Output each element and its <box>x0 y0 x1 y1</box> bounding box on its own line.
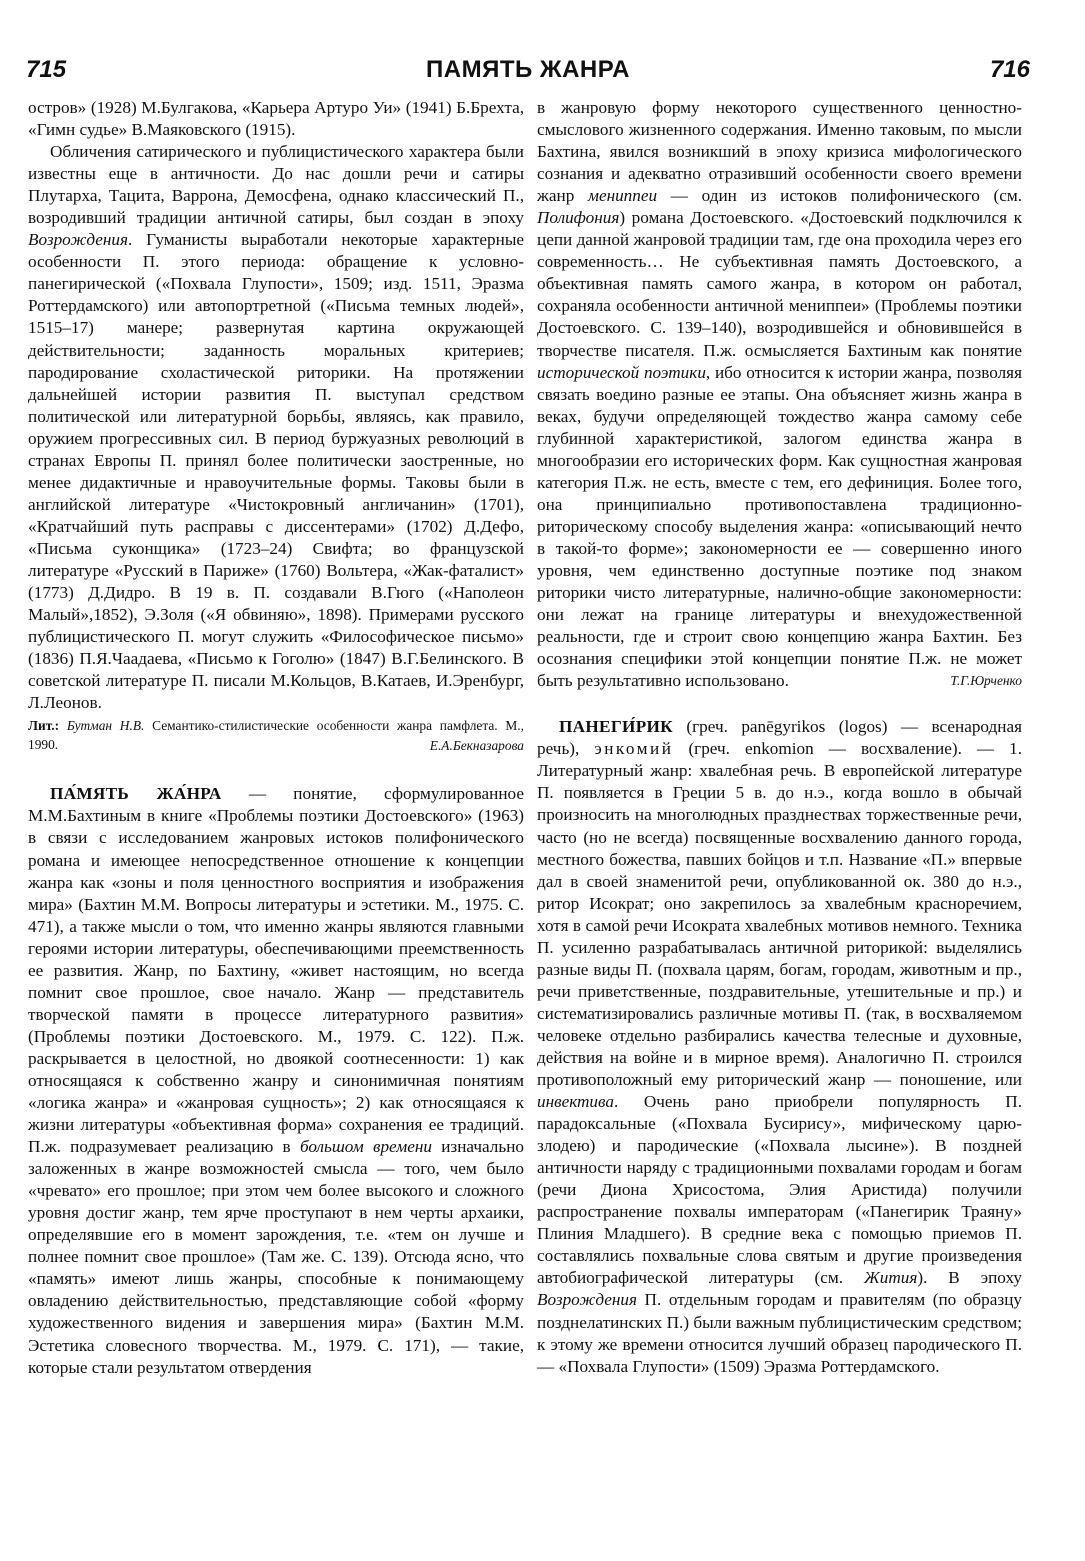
page-number-left: 715 <box>26 56 67 83</box>
cross-ref-historical-poetics: исторической поэтики <box>537 362 706 382</box>
pamphlet-history-paragraph: Обличения сатирического и публицистического характера были известны еще в античности. До нас дошли речи и сатиры Плутарха, Тацита, Варрона, Демосфена, однако классический П., возродивший традиции античной сатиры, был создан в эпоху Возрождения. Гуманисты выработали некоторые характерные особенности П. этого периода: обращение к условно-панегирической («Похвала Глупости», 1509; изд. 1511, Эразма Роттердамского) или автопортретной («Письма темных людей», 1515–17) манере; развернутая картина окружающей действительности; заданность моральных критериев; пародирование схоластической риторики. На протяжении дальнейшей истории развития П. выступал средством политической или литературной борьбы, являясь, как правило, оружием прогрессивных сил. В период буржуазных революций в странах Европы П. принял более политически заостренные, но менее дидактичные и нравоучительные формы. Таковы были в английской литературе «Чистокровный англичанин» (1701), «Кратчайший путь расправы с диссентерами» (1702) Д.Дефо, «Письма суконщика» (1723–24) Свифта; во французской литературе «Русский в Париже» (1760) Вольтера, «Жак-фаталист» (1773) Д.Дидро. В 19 в. П. создавали В.Гюго («Наполеон Малый»,1852), Э.Золя («Я обвиняю», 1898). Примерами русского публицистического П. могут служить «Философическое письмо» (1836) П.Я.Чаадаева, «Письмо к Гоголю» (1847) В.Г.Белинского. В советской литературе П. писали М.Кольцов, В.Катаев, И.Эренбург, Л.Леонов. <box>28 142 524 713</box>
cross-ref-great-time: большом времени <box>299 1137 432 1157</box>
panegyric-entry: ПАНЕГИ́РИК (греч. panēgyrikos (logos) — всенародная речь), энкомий (греч. enkomion — восхваление). — 1. Литературный жанр: хвалебная речь. В европейской литературе П. появляется в Греции 5 в. до н.э., когда вошло в обычай произносить на многолюдных празднествах торжественные речи, часто (но не всегда) посвященные восхвалению данного города, местного божества, павших бойцов и т.п. Название «П.» впервые дал в своей знаменитой речи, опубликованной ок. 380 до н.э., ритор Исократ; оно закрепилось за хвалебным красноречием, хотя в самой речи Исократа хвалебных мотивов немного. Техника П. усиленно разрабатывалась античной риторикой: выделялись разные виды П. (похвала царям, богам, городам, животным и пр., речи приветственные, поздравительные, утешительные и пр.) и систематизировались различные мотивы П. (так, в восхваляемом человеке отдельно разбирались качества телесные и духовные, действия на войне и в мирное время). Аналогично П. строился противоположный ему риторический жанр — поношение, или инвектива. Очень рано приобрели популярность П. парадоксальные («Похвала Бусирису», мифическому царю-злодею) и пародические («Похвала лысине»). В поздней античности наряду с традиционными похвалами городам и богам (речи Диона Хрисостома, Элия Аристида) получили распространение похвалы императорам («Панегирик Траяну» Плиния Младшего). В средние века с помощью приемов П. составлялись похвальные слова святым и другие произведения автобиографической литературы (см. Жития). В эпоху Возрождения П. отдельным городам и правителям (по образцу позднелатинских П.) были важным публицистическим средством; к этому же времени относится лучший образец пародического П. — «Похвала Глупости» (1509) Эразма Роттердамского. <box>537 717 1022 1376</box>
cross-ref-polyphony: Полифония <box>537 208 620 228</box>
entry-headword: ПАНЕГИ́РИК <box>559 717 673 737</box>
cross-ref-renaissance: Возрождения <box>28 230 128 250</box>
running-title: ПАМЯТЬ ЖАНРА <box>426 56 630 83</box>
genre-memory-entry: ПА́МЯТЬ ЖА́НРА — понятие, сформулированное М.М.Бахтиным в книге «Проблемы поэтики Достоевского» (1963) в связи с исследованием жанровых истоков полифонического романа и имеющее непосредственное отношение к концепции жанра как «зоны и поля ценностного восприятия и изображения мира» (Бахтин М.М. Вопросы литературы и эстетики. М., 1975. С. 471), а также мысли о том, что именно жанры являются главными героями истории литературы, обеспечивающими преемственность ее развития. Жанр, по Бахтину, «живет настоящим, но всегда помнит свое прошлое, свое начало. Жанр — представитель творческой памяти в процессе литературного развития» (Проблемы поэтики Достоевского. М., 1979. С. 122). П.ж. раскрывается в целостной, но двоякой соотнесенности: 1) как относящаяся к собственно жанру и синонимичная понятиям «логика жанра» и «жанровая сущность»; 2) как относящаяся к жизни литературы «объективная форма» сохранения ее традиций. П.ж. подразумевает реализацию в большом времени изначально заложенных в жанре возможностей смысла — того, чем было «чревато» его прошлое; при этом чем более высокого и сложного уровня достиг жанр, тем ярче проступают в нем черты архаики, определявшие его в момент зарождения, т.е. «тем он лучше и полнее помнит свое прошлое» (Там же. С. 139). Отсюда ясно, что «память» имеют лишь жанры, способные к понимающему овладению действительностью, представляющие собой «форму художественного видения и завершения мира» (Бахтин М.М. Эстетика словесного творчества. М., 1979. С. 171), — такие, которые стали результатом отвердения <box>28 784 524 1377</box>
cross-ref-renaissance: Возрождения <box>537 1290 637 1310</box>
author-signature: Е.А.Бекназарова <box>429 738 524 754</box>
genre-memory-continuation: в жанровую форму некоторого существенного ценностно-смыслового жизненного содержания. Именно таковым, по мысли Бахтина, явился возникший в эпоху кризиса мифологического сознания и адекватно отразивший особенности своего времени жанр мениппеи — один из истоков полифонического (см. Полифония) романа Достоевского. «Достоевский подключился к цепи данной жанровой традиции там, где она проходила через его современность… Не субъективная память Достоевского, а объективная память самого жанра, в котором он работал, сохраняла особенности античной мениппеи» (Проблемы поэтики Достоевского. С. 139–140), возродившейся и обновившейся в творчестве писателя. П.ж. осмысляется Бахтиным как понятие исторической поэтики, ибо относится к истории жанра, позволяя связать воедино разные ее этапы. Она объясняет жизнь жанра в веках, будучи определяющей тождество жанра самому себе глубинной характеристикой, залогом единства жанра в многообразии его исторических форм. Как сущностная жанровая категория П.ж. не есть, вместе с тем, его дефиниция. Более того, она принципиально противопоставлена традиционно-риторическому способу выделения жанра: «описывающий нечто в такой-то форме»; закономерности ее — совершенно иного уровня, чем единственно доступные поэтике под знаком риторики чисто литературные, налично-общие закономерности: они лежат на границе литературы и внехудожественной реальности, где и строит свою концепцию жанра Бахтин. Без осознания специфики этой концепции понятие П.ж. не может быть результативно использовано. Т.Г.Юрченко <box>537 97 1022 692</box>
literature-reference: Лит.: Бутман Н.В. Семантико-стилистические особенности жанра памфлета. М., 1990. <box>28 718 524 753</box>
pamphlet-end-paragraph: остров» (1928) М.Булгакова, «Карьера Артуро Уи» (1941) Б.Брехта, «Гимн судье» В.Маяковского (1915). <box>28 98 524 140</box>
cross-ref-menippea: мениппеи <box>587 186 658 206</box>
author-signature: Т.Г.Юрченко <box>950 673 1022 689</box>
cross-ref-invective: инвектива <box>537 1092 614 1112</box>
page-number-right: 716 <box>989 56 1030 83</box>
entry-headword: ПА́МЯТЬ ЖА́НРА <box>50 784 222 804</box>
cross-ref-lives: Жития <box>864 1268 918 1288</box>
running-header <box>26 56 1030 92</box>
right-column <box>537 97 1022 1378</box>
left-column <box>28 97 524 1379</box>
